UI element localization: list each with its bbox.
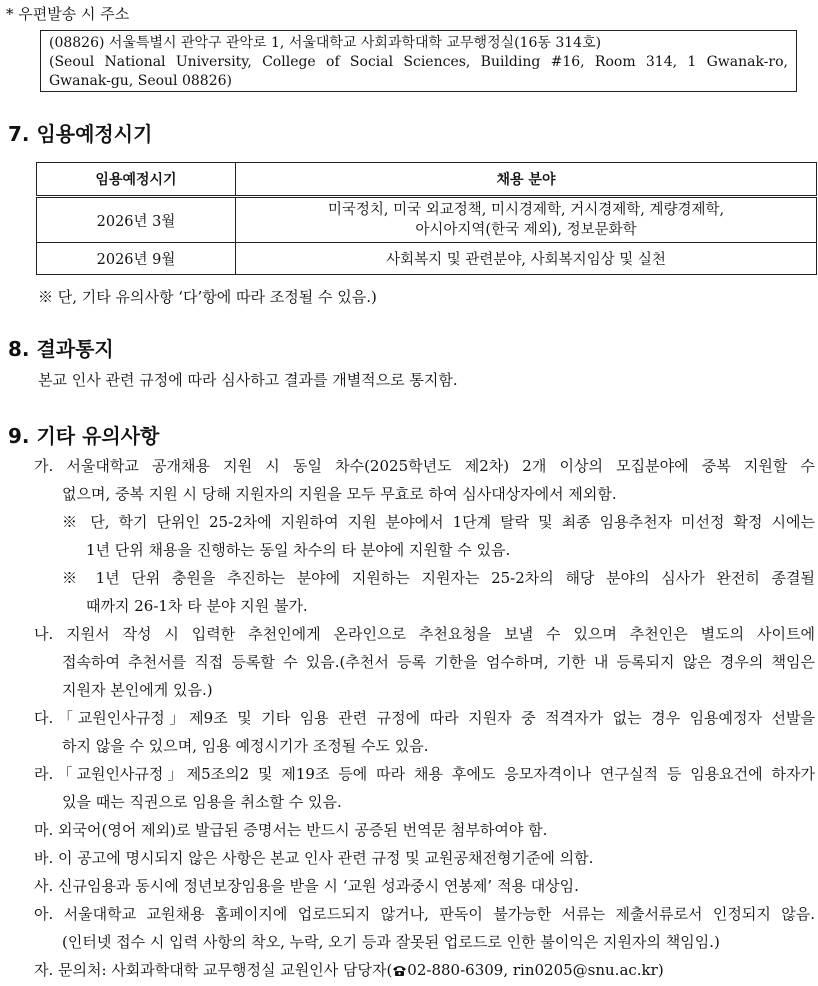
item-a-line2: (인터넷 접수 시 입력 사항의 착오, 누락, 오기 등과 잘못된 업로드로 인한 불이익은 지원자의 책임임.) (62, 933, 720, 951)
item-da-line1: 다.「교원인사규정」제9조 및 기타 임용 관련 규정에 따라 지원자 중 적격자가 없는 경우 임용예정자 선발을 (34, 709, 815, 727)
row-fields: 사회복지 및 관련분야, 사회복지임상 및 실천 (236, 243, 817, 275)
section-7-note: ※ 단, 기타 유의사항 ‘다’항에 따라 조정될 수 있음.) (38, 288, 377, 306)
item-ga-note2-line2: 때까지 26-1차 타 분야 지원 불가. (86, 597, 308, 615)
item-ga-note1-line1: ※ 단, 학기 단위인 25-2차에 지원하여 지원 분야에서 1단계 탈락 및 최종 임용추천자 미선정 확정 시에는 (62, 513, 815, 531)
schedule-table (36, 162, 817, 275)
item-ja-prefix: 자. 문의처: 사회과학대학 교무행정실 교원인사 담당자( (34, 961, 393, 979)
phone-icon (392, 958, 407, 986)
item-ba: 바. 이 공고에 명시되지 않은 사항은 본교 인사 관련 규정 및 교원공채전형기준에 의함. (34, 849, 594, 867)
item-ra-line1: 라.「교원인사규정」제5조의2 및 제19조 등에 따라 채용 후에도 응모자격이나 연구실적 등 임용요건에 하자가 (34, 765, 815, 783)
row-fields-line: 아시아지역(한국 제외), 정보문화학 (415, 222, 637, 238)
mail-address-english-2: Gwanak-gu, Seoul 08826) (49, 73, 232, 89)
item-da-line2: 하지 않을 수 있으며, 임용 예정시기가 조정될 수도 있음. (62, 737, 429, 755)
section-9-title: 9. 기타 유의사항 (8, 424, 160, 448)
mail-heading: * 우편발송 시 주소 (6, 5, 130, 23)
item-ra-line2: 있을 때는 직권으로 임용을 취소할 수 있음. (62, 793, 342, 811)
item-ga-line1: 가. 서울대학교 공개채용 지원 시 동일 차수(2025학년도 제2차) 2개 이상의 모집분야에 중복 지원할 수 (34, 457, 815, 475)
item-ja-contact: 02-880-6309, rin0205@snu.ac.kr) (407, 961, 664, 979)
row-period: 2026년 9월 (37, 243, 236, 275)
item-a-line1: 아. 서울대학교 교원채용 홈페이지에 업로드되지 않거나, 판독이 불가능한 서류는 제출서류로서 인정되지 않음. (34, 905, 815, 923)
row-fields (236, 197, 817, 243)
mail-address-english-1: (Seoul National University, College of Social Sciences, Building #16, Room 314, 1 Gwanak-ro, (49, 54, 788, 70)
item-na-line2: 접속하여 추천서를 직접 등록할 수 있음.(추천서 등록 기한을 엄수하며, 기한 내 등록되지 않은 경우의 책임은 (62, 653, 815, 671)
item-ga-note2-line1: ※ 1년 단위 충원을 추진하는 분야에 지원하는 지원자는 25-2차의 해당 분야의 심사가 완전히 종결될 (62, 569, 815, 587)
table-row (37, 243, 817, 275)
table-header-fields: 채용 분야 (236, 163, 817, 197)
mail-address-korean: (08826) 서울특별시 관악구 관악로 1, 서울대학교 사회과학대학 교무행정실(16동 314호) (49, 35, 602, 51)
row-fields-line: 미국정치, 미국 외교정책, 미시경제학, 거시경제학, 계량경제학, (327, 202, 725, 218)
item-ja (34, 956, 664, 986)
item-na-line1: 나. 지원서 작성 시 입력한 추천인에게 온라인으로 추천요청을 보낼 수 있으며 추천인은 별도의 사이트에 (34, 625, 815, 643)
item-ga-note1-line2: 1년 단위 채용을 진행하는 동일 차수의 타 분야에 지원할 수 있음. (86, 541, 511, 559)
item-ma: 마. 외국어(영어 제외)로 발급된 증명서는 반드시 공증된 번역문 첨부하여야 함. (34, 821, 548, 839)
table-row (37, 197, 817, 243)
section-7-title: 7. 임용예정시기 (8, 122, 153, 146)
section-8-body: 본교 인사 관련 규정에 따라 심사하고 결과를 개별적으로 통지함. (38, 371, 458, 389)
mail-address-box (40, 30, 797, 92)
table-header-period: 임용예정시기 (37, 163, 236, 197)
row-period: 2026년 3월 (37, 197, 236, 243)
item-na-line3: 지원자 본인에게 있음.) (62, 681, 213, 699)
section-8-title: 8. 결과통지 (8, 337, 114, 361)
item-ga-line2: 없으며, 중복 지원 시 당해 지원자의 지원을 모두 무효로 하여 심사대상자에서 제외함. (62, 485, 617, 503)
item-sa: 사. 신규임용과 동시에 정년보장임용을 받을 시 ‘교원 성과중시 연봉제’ 적용 대상임. (34, 877, 579, 895)
